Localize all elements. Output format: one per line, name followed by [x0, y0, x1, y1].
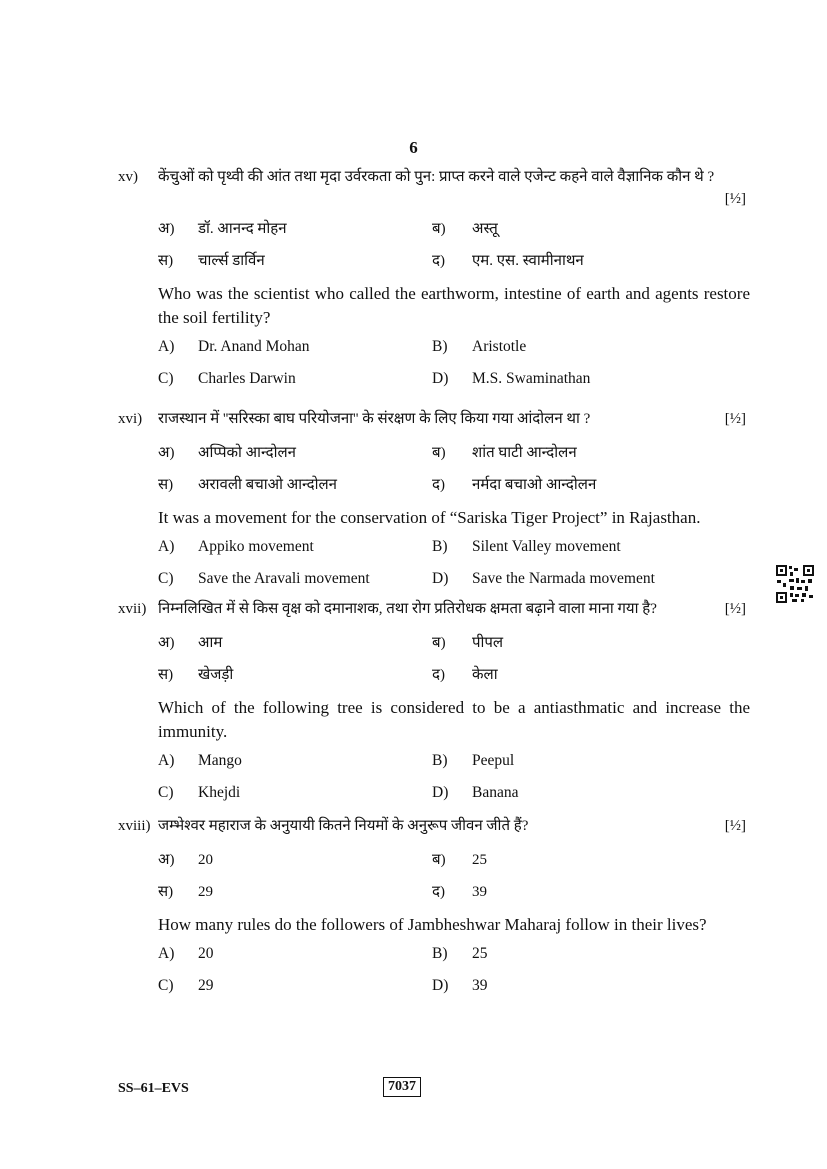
option-label: D) — [432, 570, 449, 587]
option-label: C) — [158, 370, 174, 387]
option — [432, 250, 584, 270]
option-label: अ) — [158, 221, 175, 237]
option-text: 20 — [198, 945, 214, 962]
option-label: स) — [158, 884, 174, 900]
option-text: 29 — [198, 884, 213, 900]
option — [158, 218, 287, 238]
option-label: C) — [158, 784, 174, 801]
option-text: Aristotle — [472, 338, 527, 355]
question-text-hindi: राजस्थान में ''सरिस्का बाघ परियोजना'' के संरक्षण के लिए किया गया आंदोलन था ? — [158, 411, 591, 427]
option-label: द) — [432, 253, 445, 269]
option-text: M.S. Swaminathan — [472, 370, 591, 387]
option — [158, 442, 296, 462]
option-text: Save the Narmada movement — [472, 570, 655, 587]
option — [158, 752, 242, 770]
option-text: खेजड़ी — [198, 667, 234, 683]
option — [158, 632, 222, 652]
question-xv — [118, 166, 750, 402]
english-options-row — [118, 538, 750, 570]
option — [432, 849, 487, 869]
option-label: B) — [432, 752, 448, 769]
option — [158, 977, 214, 995]
question-text-hindi: निम्नलिखित में से किस वृक्ष को दमानाशक, तथा रोग प्रतिरोधक क्षमता बढ़ाने वाला माना गया है? — [158, 601, 657, 617]
english-options-row — [118, 370, 750, 402]
option-label: स) — [158, 667, 174, 683]
marks: [½] — [724, 818, 746, 834]
option-text: चार्ल्स डार्विन — [198, 253, 265, 269]
english-options-row — [118, 977, 750, 1009]
option-label: A) — [158, 945, 175, 962]
english-options-row — [118, 945, 750, 977]
option-text: Banana — [472, 784, 519, 801]
question-text-english: Who was the scientist who called the earthworm, intestine of earth and agents restore the soil fertility? — [158, 284, 750, 327]
hindi-options-row — [118, 442, 750, 474]
option-text: Charles Darwin — [198, 370, 296, 387]
option-label: A) — [158, 752, 175, 769]
option-label: A) — [158, 338, 175, 355]
option-label: अ) — [158, 445, 175, 461]
option-text: 25 — [472, 852, 487, 868]
option-label: B) — [432, 338, 448, 355]
option-text: नर्मदा बचाओ आन्दोलन — [472, 477, 597, 493]
option-text: अप्पिको आन्दोलन — [198, 445, 296, 461]
question-xviii — [118, 815, 750, 1009]
option-label: B) — [432, 945, 448, 962]
hindi-options-row — [118, 474, 750, 506]
question-text-english: How many rules do the followers of Jambheshwar Maharaj follow in their lives? — [158, 915, 707, 934]
question-hindi — [118, 598, 750, 620]
option-text: Silent Valley movement — [472, 538, 621, 555]
option-label: स) — [158, 477, 174, 493]
question-number: xv) — [118, 169, 138, 185]
option-text: Mango — [198, 752, 242, 769]
question-text-english: It was a movement for the conservation of “Sariska Tiger Project” in Rajasthan. — [158, 508, 701, 527]
option — [432, 442, 577, 462]
option — [158, 784, 240, 802]
option-label: D) — [432, 977, 449, 994]
hindi-options-row — [118, 218, 750, 250]
option — [432, 570, 655, 588]
option-text: केला — [472, 667, 498, 683]
option-label: D) — [432, 370, 449, 387]
marks: [½] — [724, 411, 746, 427]
option-label: B) — [432, 538, 448, 555]
question-hindi — [118, 408, 750, 430]
question-hindi — [118, 166, 750, 207]
option-label: ब) — [432, 635, 446, 651]
option-text: शांत घाटी आन्दोलन — [472, 445, 577, 461]
option-text: 25 — [472, 945, 488, 962]
option-label: द) — [432, 667, 445, 683]
option — [158, 538, 314, 556]
option — [432, 784, 518, 802]
english-options-row — [118, 752, 750, 784]
question-number: xvi) — [118, 411, 143, 427]
question-text-hindi: केंचुओं को पृथ्वी की आंत तथा मृदा उर्वरकता को पुन: प्राप्त करने वाले एजेन्ट कहने वाले वैज्ञानिक कौन थे ? — [158, 169, 715, 185]
option — [158, 945, 214, 963]
option — [158, 664, 233, 684]
question-number: xvii) — [118, 601, 147, 617]
option — [432, 218, 498, 238]
option-text: Khejdi — [198, 784, 241, 801]
option-text: Peepul — [472, 752, 515, 769]
option-label: द) — [432, 884, 445, 900]
option-text: अरावली बचाओ आन्दोलन — [198, 477, 338, 493]
question-xvii — [118, 598, 750, 816]
option-text: एम. एस. स्वामीनाथन — [472, 253, 584, 269]
option — [158, 370, 296, 388]
option-label: C) — [158, 977, 174, 994]
hindi-options-row — [118, 849, 750, 881]
option — [158, 881, 213, 901]
paper-code: SS–61–EVS — [118, 1081, 189, 1096]
option-label: D) — [432, 784, 449, 801]
option — [432, 338, 526, 356]
option — [432, 945, 488, 963]
marks: [½] — [724, 191, 746, 207]
english-options-row — [118, 784, 750, 816]
option-text: पीपल — [472, 635, 504, 651]
option — [158, 338, 310, 356]
option-text: 20 — [198, 852, 213, 868]
page-number: 6 — [409, 138, 418, 157]
option-text: अस्तू — [472, 221, 498, 237]
option-text: 39 — [472, 977, 488, 994]
question-hindi — [118, 815, 750, 837]
option-text: Save the Aravali movement — [198, 570, 370, 587]
option-text: Dr. Anand Mohan — [198, 338, 310, 355]
option — [432, 474, 596, 494]
qr-code-icon — [775, 564, 815, 604]
option — [432, 538, 621, 556]
option — [158, 250, 265, 270]
question-xvi — [118, 408, 750, 602]
option-label: द) — [432, 477, 445, 493]
question-number: xviii) — [118, 818, 151, 834]
option — [432, 752, 514, 770]
option-label: ब) — [432, 445, 446, 461]
option-label: अ) — [158, 635, 175, 651]
option — [158, 570, 370, 588]
option-text: 29 — [198, 977, 214, 994]
option — [432, 664, 498, 684]
option-text: 39 — [472, 884, 487, 900]
marks: [½] — [724, 601, 746, 617]
option-label: ब) — [432, 852, 446, 868]
option — [432, 977, 488, 995]
hindi-options-row — [118, 664, 750, 696]
option — [432, 881, 487, 901]
hindi-options-row — [118, 632, 750, 664]
option-label: A) — [158, 538, 175, 555]
paper-number-box: 7037 — [383, 1077, 421, 1097]
option-label: ब) — [432, 221, 446, 237]
option-label: स) — [158, 253, 174, 269]
option — [158, 474, 337, 494]
option — [432, 632, 503, 652]
question-text-english: Which of the following tree is considered to be a antiasthmatic and increase the immunity. — [158, 698, 750, 741]
option-label: अ) — [158, 852, 175, 868]
option-text: डॉ. आनन्द मोहन — [198, 221, 287, 237]
option-label: C) — [158, 570, 174, 587]
hindi-options-row — [118, 881, 750, 913]
option-text: आम — [198, 635, 223, 651]
hindi-options-row — [118, 250, 750, 282]
option — [432, 370, 590, 388]
option-text: Appiko movement — [198, 538, 314, 555]
option — [158, 849, 213, 869]
english-options-row — [118, 338, 750, 370]
question-text-hindi: जम्भेश्वर महाराज के अनुयायी कितने नियमों के अनुरूप जीवन जीते हैं? — [158, 818, 529, 834]
